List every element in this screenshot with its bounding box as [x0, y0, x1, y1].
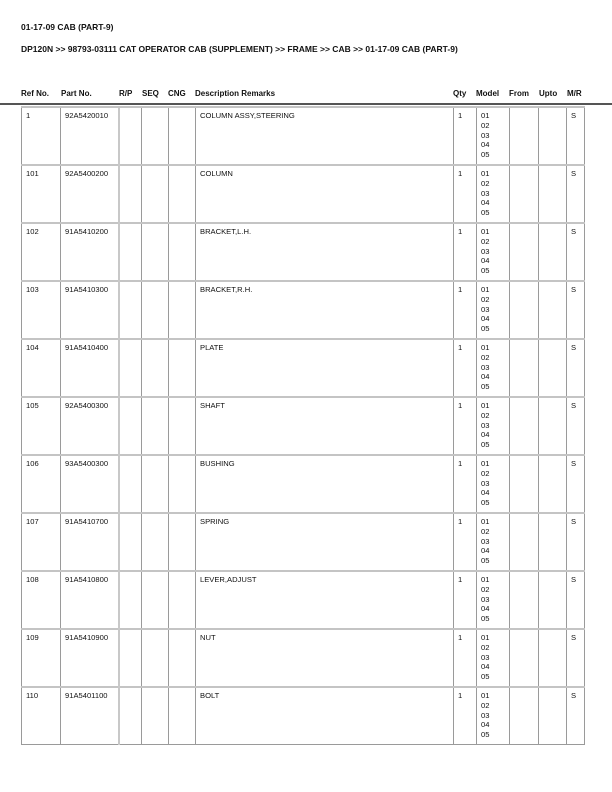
- model-cell: [477, 165, 510, 223]
- from-cell: [510, 455, 539, 513]
- model-code: 01: [481, 169, 490, 178]
- model-code: 05: [481, 266, 490, 276]
- part-no-cell: 91A5410400: [61, 339, 119, 397]
- from-cell: [510, 629, 539, 687]
- part-no-cell: 92A5400200: [61, 165, 119, 223]
- mr-cell: S: [567, 165, 585, 223]
- model-cell: [477, 455, 510, 513]
- model-code: 05: [481, 208, 490, 218]
- ref-cell: 104: [22, 339, 61, 397]
- table-row: [22, 107, 585, 165]
- model-code: 02: [481, 700, 490, 710]
- rp-cell: [119, 513, 142, 571]
- table-row: [22, 629, 585, 687]
- table-row: [22, 281, 585, 339]
- model-code: 04: [481, 430, 490, 440]
- col-rp: R/P: [119, 89, 133, 98]
- mr-cell: S: [567, 687, 585, 745]
- header-divider: [0, 103, 612, 105]
- ref-cell: 103: [22, 281, 61, 339]
- model-code: 04: [481, 546, 490, 556]
- qty-cell: 1: [454, 223, 477, 281]
- model-code: 02: [481, 526, 490, 536]
- ref-cell: 109: [22, 629, 61, 687]
- seq-cell: [142, 339, 169, 397]
- part-no-cell: 91A5410900: [61, 629, 119, 687]
- mr-cell: S: [567, 397, 585, 455]
- from-cell: [510, 339, 539, 397]
- from-cell: [510, 513, 539, 571]
- table-row: [22, 339, 585, 397]
- mr-cell: S: [567, 107, 585, 165]
- model-code: 04: [481, 662, 490, 672]
- table-row: [22, 165, 585, 223]
- model-code: 02: [481, 468, 490, 478]
- upto-cell: [539, 339, 567, 397]
- model-code: 05: [481, 498, 490, 508]
- rp-cell: [119, 223, 142, 281]
- model-code: 03: [481, 246, 490, 256]
- ref-cell: 107: [22, 513, 61, 571]
- part-no-cell: 91A5410700: [61, 513, 119, 571]
- from-cell: [510, 687, 539, 745]
- model-cell: [477, 107, 510, 165]
- model-code: 01: [481, 633, 490, 642]
- qty-cell: 1: [454, 397, 477, 455]
- model-cell: [477, 687, 510, 745]
- part-no-cell: 92A5400300: [61, 397, 119, 455]
- mr-cell: S: [567, 629, 585, 687]
- table-row: [22, 455, 585, 513]
- model-code: 01: [481, 343, 490, 352]
- model-code: 03: [481, 188, 490, 198]
- model-code: 05: [481, 382, 490, 392]
- model-code: 05: [481, 324, 490, 334]
- upto-cell: [539, 629, 567, 687]
- description-cell: BUSHING: [196, 455, 454, 513]
- description-cell: BRACKET,R.H.: [196, 281, 454, 339]
- cng-cell: [169, 397, 196, 455]
- rp-cell: [119, 629, 142, 687]
- part-no-cell: 91A5401100: [61, 687, 119, 745]
- ref-cell: 105: [22, 397, 61, 455]
- description-cell: BOLT: [196, 687, 454, 745]
- model-code: 01: [481, 575, 490, 584]
- seq-cell: [142, 281, 169, 339]
- rp-cell: [119, 165, 142, 223]
- col-cng: CNG: [168, 89, 186, 98]
- model-code: 02: [481, 410, 490, 420]
- model-code: 01: [481, 691, 490, 700]
- model-code: 02: [481, 352, 490, 362]
- cng-cell: [169, 165, 196, 223]
- col-ref: Ref No.: [21, 89, 49, 98]
- qty-cell: 1: [454, 513, 477, 571]
- model-code: 01: [481, 401, 490, 410]
- model-code: 04: [481, 488, 490, 498]
- model-code: 05: [481, 440, 490, 450]
- model-cell: [477, 397, 510, 455]
- description-cell: PLATE: [196, 339, 454, 397]
- mr-cell: S: [567, 455, 585, 513]
- qty-cell: 1: [454, 165, 477, 223]
- qty-cell: 1: [454, 281, 477, 339]
- cng-cell: [169, 513, 196, 571]
- cng-cell: [169, 571, 196, 629]
- model-code: 04: [481, 604, 490, 614]
- table-row: [22, 571, 585, 629]
- col-model: Model: [476, 89, 500, 98]
- rp-cell: [119, 397, 142, 455]
- col-qty: Qty: [453, 89, 467, 98]
- from-cell: [510, 107, 539, 165]
- ref-cell: 106: [22, 455, 61, 513]
- table-row: [22, 223, 585, 281]
- model-code: 02: [481, 642, 490, 652]
- ref-cell: 1: [22, 107, 61, 165]
- seq-cell: [142, 397, 169, 455]
- rp-cell: [119, 455, 142, 513]
- qty-cell: 1: [454, 455, 477, 513]
- seq-cell: [142, 571, 169, 629]
- model-code: 01: [481, 459, 490, 468]
- col-desc: Description Remarks: [195, 89, 276, 98]
- mr-cell: S: [567, 281, 585, 339]
- rp-cell: [119, 281, 142, 339]
- model-code: 04: [481, 140, 490, 150]
- qty-cell: 1: [454, 629, 477, 687]
- col-from: From: [509, 89, 529, 98]
- col-mr: M/R: [567, 89, 582, 98]
- description-cell: LEVER,ADJUST: [196, 571, 454, 629]
- description-cell: SHAFT: [196, 397, 454, 455]
- model-code: 03: [481, 478, 490, 488]
- model-cell: [477, 339, 510, 397]
- upto-cell: [539, 223, 567, 281]
- from-cell: [510, 165, 539, 223]
- part-no-cell: 92A5420010: [61, 107, 119, 165]
- seq-cell: [142, 629, 169, 687]
- model-code: 02: [481, 120, 490, 130]
- model-cell: [477, 281, 510, 339]
- model-code: 05: [481, 672, 490, 682]
- page-title: 01-17-09 CAB (PART-9): [21, 22, 114, 32]
- model-code: 05: [481, 614, 490, 624]
- qty-cell: 1: [454, 687, 477, 745]
- model-code: 05: [481, 150, 490, 160]
- model-cell: [477, 571, 510, 629]
- model-code: 01: [481, 285, 490, 294]
- model-code: 04: [481, 314, 490, 324]
- cng-cell: [169, 629, 196, 687]
- seq-cell: [142, 107, 169, 165]
- cng-cell: [169, 339, 196, 397]
- table-row: [22, 513, 585, 571]
- model-code: 02: [481, 584, 490, 594]
- model-cell: [477, 223, 510, 281]
- model-code: 01: [481, 111, 490, 120]
- col-part: Part No.: [61, 89, 92, 98]
- upto-cell: [539, 571, 567, 629]
- model-code: 04: [481, 372, 490, 382]
- seq-cell: [142, 223, 169, 281]
- model-code: 03: [481, 594, 490, 604]
- qty-cell: 1: [454, 107, 477, 165]
- upto-cell: [539, 281, 567, 339]
- model-code: 03: [481, 652, 490, 662]
- mr-cell: S: [567, 513, 585, 571]
- cng-cell: [169, 107, 196, 165]
- ref-cell: 101: [22, 165, 61, 223]
- model-code: 03: [481, 710, 490, 720]
- model-code: 05: [481, 556, 490, 566]
- part-no-cell: 93A5400300: [61, 455, 119, 513]
- model-code: 02: [481, 236, 490, 246]
- model-code: 05: [481, 730, 490, 740]
- table-row: [22, 687, 585, 745]
- upto-cell: [539, 107, 567, 165]
- ref-cell: 102: [22, 223, 61, 281]
- rp-cell: [119, 107, 142, 165]
- description-cell: BRACKET,L.H.: [196, 223, 454, 281]
- model-code: 01: [481, 227, 490, 236]
- model-code: 03: [481, 304, 490, 314]
- model-code: 02: [481, 294, 490, 304]
- qty-cell: 1: [454, 571, 477, 629]
- description-cell: COLUMN ASSY,STEERING: [196, 107, 454, 165]
- model-cell: [477, 513, 510, 571]
- upto-cell: [539, 397, 567, 455]
- model-code: 03: [481, 536, 490, 546]
- mr-cell: S: [567, 339, 585, 397]
- from-cell: [510, 571, 539, 629]
- seq-cell: [142, 687, 169, 745]
- model-code: 03: [481, 362, 490, 372]
- col-seq: SEQ: [142, 89, 159, 98]
- table-row: [22, 397, 585, 455]
- upto-cell: [539, 165, 567, 223]
- seq-cell: [142, 165, 169, 223]
- ref-cell: 108: [22, 571, 61, 629]
- part-no-cell: 91A5410200: [61, 223, 119, 281]
- upto-cell: [539, 687, 567, 745]
- model-code: 04: [481, 256, 490, 266]
- description-cell: SPRING: [196, 513, 454, 571]
- parts-table: [21, 106, 585, 745]
- rp-cell: [119, 687, 142, 745]
- cng-cell: [169, 281, 196, 339]
- seq-cell: [142, 513, 169, 571]
- qty-cell: 1: [454, 339, 477, 397]
- cng-cell: [169, 455, 196, 513]
- description-cell: COLUMN: [196, 165, 454, 223]
- col-upto: Upto: [539, 89, 558, 98]
- rp-cell: [119, 571, 142, 629]
- mr-cell: S: [567, 571, 585, 629]
- model-code: 01: [481, 517, 490, 526]
- description-cell: NUT: [196, 629, 454, 687]
- model-code: 04: [481, 198, 490, 208]
- cng-cell: [169, 687, 196, 745]
- table-header: [21, 89, 591, 99]
- ref-cell: 110: [22, 687, 61, 745]
- breadcrumb: DP120N >> 98793-03111 CAT OPERATOR CAB (SUPPLEMENT) >> FRAME >> CAB >> 01-17-09 CAB (PART-9): [21, 44, 458, 54]
- model-code: 03: [481, 420, 490, 430]
- seq-cell: [142, 455, 169, 513]
- model-code: 02: [481, 178, 490, 188]
- model-code: 04: [481, 720, 490, 730]
- model-code: 03: [481, 130, 490, 140]
- part-no-cell: 91A5410300: [61, 281, 119, 339]
- upto-cell: [539, 455, 567, 513]
- from-cell: [510, 397, 539, 455]
- part-no-cell: 91A5410800: [61, 571, 119, 629]
- mr-cell: S: [567, 223, 585, 281]
- upto-cell: [539, 513, 567, 571]
- cng-cell: [169, 223, 196, 281]
- from-cell: [510, 281, 539, 339]
- rp-cell: [119, 339, 142, 397]
- model-cell: [477, 629, 510, 687]
- from-cell: [510, 223, 539, 281]
